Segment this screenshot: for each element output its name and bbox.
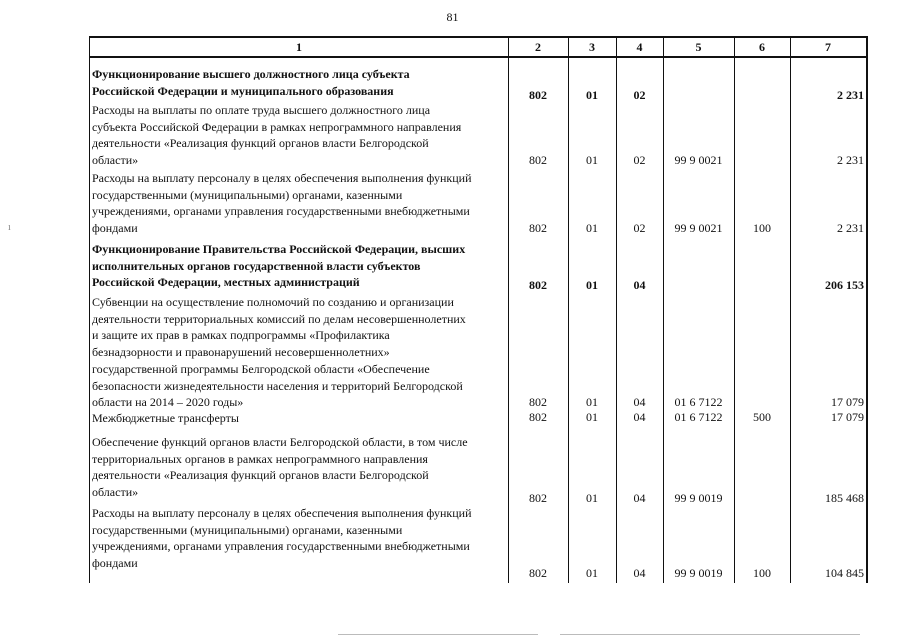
scan-edge-line [338, 634, 538, 635]
col-divider [734, 38, 735, 583]
header-col-4: 4 [636, 40, 643, 54]
row-amount: 17 079 [831, 395, 864, 409]
header-rule [90, 56, 868, 58]
row-amount: 206 153 [825, 278, 864, 292]
row-code-3: 01 [586, 491, 598, 505]
row-code-2: 802 [529, 410, 547, 424]
row-code-5: 99 9 0019 [674, 491, 723, 505]
row-code-2: 802 [529, 153, 547, 167]
row-description: Обеспечение функций органов власти Белгородской области, в том числе территориальных органов в рамках непрограммного направления деятельности «Реализация функций органов власти Белгородской области» [92, 435, 468, 500]
row-code-5: 99 9 0021 [674, 153, 723, 167]
header-col-3: 3 [589, 40, 595, 54]
row-code-3: 01 [586, 395, 598, 409]
row-code-4: 04 [633, 278, 646, 292]
row-amount: 2 231 [837, 221, 864, 235]
row-code-3: 01 [586, 566, 598, 580]
row-code-6: 500 [753, 410, 771, 424]
row-code-5: 01 6 7122 [674, 410, 723, 424]
row-code-5: 99 9 0021 [674, 221, 723, 235]
row-code-2: 802 [529, 221, 547, 235]
row-code-5: 01 6 7122 [674, 395, 723, 409]
row-code-4: 04 [633, 410, 646, 424]
row-code-4: 02 [633, 153, 646, 167]
row-code-2: 802 [529, 491, 547, 505]
row-code-3: 01 [586, 153, 598, 167]
row-description: Расходы на выплату персоналу в целях обеспечения выполнения функций государственными (муниципальными) органами, казенными учреждениями, органами управления государственными внебюджетными фондами [92, 171, 472, 236]
header-col-1: 1 [296, 40, 302, 54]
row-code-4: 04 [633, 395, 646, 409]
row-description: Функционирование Правительства Российской Федерации, высших исполнительных органов государственной власти субъектов Российской Федерации, местных администраций [92, 242, 466, 290]
row-code-4: 04 [633, 491, 646, 505]
row-code-5: 99 9 0019 [674, 566, 723, 580]
header-col-6: 6 [759, 40, 765, 54]
col-divider [866, 38, 868, 583]
row-code-4: 04 [633, 566, 646, 580]
row-amount: 17 079 [831, 410, 864, 424]
row-code-3: 01 [586, 221, 598, 235]
row-description: Функционирование высшего должностного лица субъекта Российской Федерации и муниципального образования [92, 67, 410, 98]
row-amount: 2 231 [837, 153, 864, 167]
row-code-3: 01 [586, 278, 598, 292]
row-code-2: 802 [529, 395, 547, 409]
row-code-4: 02 [633, 221, 646, 235]
row-code-2: 802 [529, 566, 547, 580]
row-description: Межбюджетные трансферты [92, 411, 239, 425]
row-description: Расходы на выплаты по оплате труда высшего должностного лица субъекта Российской Федерации в рамках непрограммного направления деятельности «Реализация функций органов власти Белгородской области» [92, 103, 462, 168]
row-description: Субвенции на осуществление полномочий по созданию и организации деятельности территориальных комиссий по делам несовершеннолетних и защите их прав в рамках подпрограммы «Профилактика безнадзорности и правонарушений несовершеннолетних» государственной программы Белгородской области «Обеспечение безопасности жизнедеятельности населения и территорий Белгородской области на 2014 – 2020 годы» [92, 295, 466, 410]
scan-mark: ı [8, 222, 11, 233]
row-amount: 104 845 [825, 566, 864, 580]
header-col-5: 5 [695, 40, 702, 54]
row-amount: 2 231 [837, 88, 864, 102]
budget-table [89, 36, 868, 583]
scan-edge-line [560, 634, 860, 635]
header-col-7: 7 [825, 40, 831, 54]
row-code-4: 02 [633, 88, 646, 102]
row-code-6: 100 [753, 221, 771, 235]
row-code-2: 802 [529, 88, 547, 102]
page-number: 81 [446, 10, 459, 24]
row-code-3: 01 [586, 88, 598, 102]
row-description: Расходы на выплату персоналу в целях обеспечения выполнения функций государственными (муниципальными) органами, казенными учреждениями, органами управления государственными внебюджетными фондами [92, 506, 472, 571]
row-code-2: 802 [529, 278, 547, 292]
row-code-3: 01 [586, 410, 598, 424]
header-col-2: 2 [535, 40, 541, 54]
row-code-6: 100 [753, 566, 771, 580]
row-amount: 185 468 [825, 491, 864, 505]
